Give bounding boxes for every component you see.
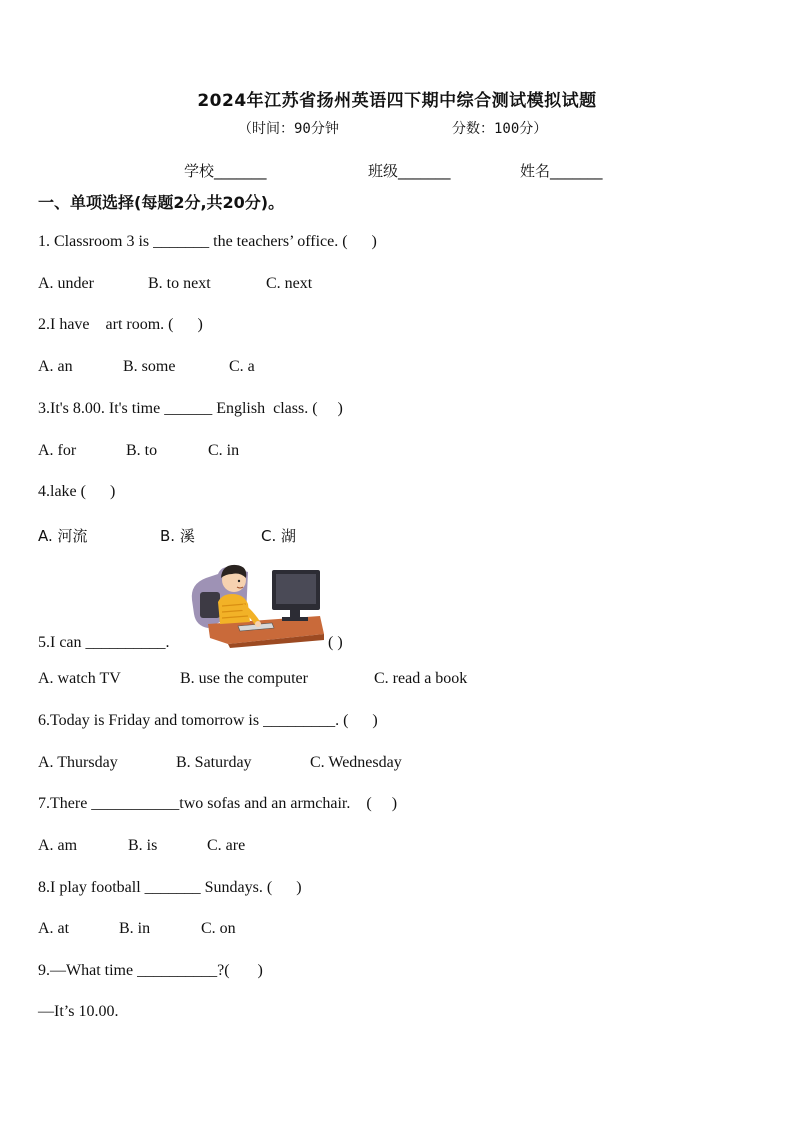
boy-using-computer-illustration [188, 556, 328, 648]
question-stem: 4.lake ( ) [38, 483, 116, 500]
option-a: A. for [38, 442, 77, 459]
option-b: B. is [128, 837, 158, 854]
question-stem: 7.There ___________two sofas and an armchair. ( ) [38, 795, 398, 812]
option-c: C. Wednesday [310, 754, 402, 771]
exam-score: 分数：100分） [452, 121, 548, 137]
option-b: B. 溪 [160, 527, 195, 545]
option-a: A. an [38, 358, 73, 375]
question-stem: 9.—What time __________?( ) [38, 962, 263, 979]
option-b: B. in [119, 920, 151, 937]
option-a: A. at [38, 920, 70, 937]
option-b: B. to [126, 442, 158, 459]
option-c: C. read a book [374, 670, 468, 687]
option-b: B. some [123, 358, 176, 375]
option-a: A. am [38, 837, 78, 854]
page-title: 2024年江苏省扬州英语四下期中综合测试模拟试题 [197, 91, 597, 111]
section-heading: 一、单项选择(每题2分,共20分)。 [38, 193, 285, 212]
question-stem: 8.I play football _______ Sundays. ( ) [38, 879, 302, 896]
question-stem: 5.I can __________. [38, 634, 170, 651]
question-stem: 2.I have art room. ( ) [38, 316, 203, 333]
option-c: C. on [201, 920, 236, 937]
name-field: 姓名_______ [520, 162, 603, 180]
option-c: C. are [207, 837, 246, 854]
option-c: C. next [266, 275, 313, 292]
option-b: B. use the computer [180, 670, 308, 687]
option-a: A. Thursday [38, 754, 118, 771]
question-stem: 6.Today is Friday and tomorrow is _________. ( ) [38, 712, 378, 729]
school-field: 学校_______ [184, 162, 267, 180]
option-c: C. a [229, 358, 255, 375]
option-a: A. under [38, 275, 94, 292]
option-b: B. to next [148, 275, 211, 292]
option-b: B. Saturday [176, 754, 252, 771]
option-c: C. in [208, 442, 240, 459]
exam-time: （时间：90分钟 [238, 121, 339, 137]
class-field: 班级_______ [368, 162, 451, 180]
question-stem: 3.It's 8.00. It's time ______ English class. ( ) [38, 400, 343, 417]
question-stem: 1. Classroom 3 is _______ the teachers’ office. ( ) [38, 233, 377, 250]
option-a: A. 河流 [38, 527, 88, 545]
answer-line: —It’s 10.00. [38, 1003, 119, 1020]
option-c: C. 湖 [261, 527, 297, 545]
option-a: A. watch TV [38, 670, 121, 687]
answer-parenthesis: ( ) [328, 634, 343, 651]
